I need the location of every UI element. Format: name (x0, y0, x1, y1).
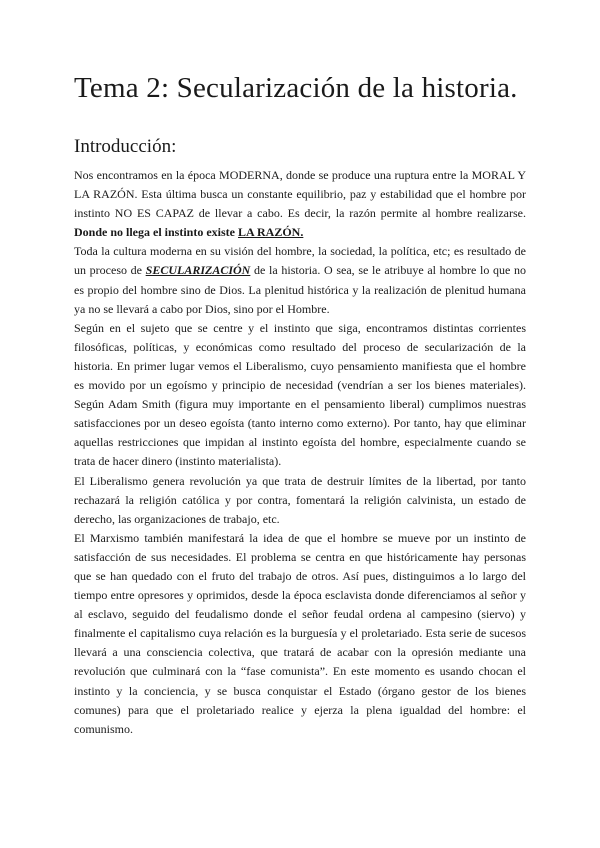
paragraph-1-bold: Donde no llega el instinto existe (74, 225, 238, 240)
paragraph-2 (74, 242, 526, 318)
paragraph-2-after: de la historia. O sea, se le atribuye al hombre lo que no es propio del hombre sino de Dios. La plenitud histórica y la realización de plenitud humana ya no se llevará a cabo por Dios, sino por el Hombre. (74, 263, 526, 316)
paragraph-1-text: Nos encontramos en la época MODERNA, donde se produce una ruptura entre la MORAL Y LA RAZÓN. Esta última busca un constante equilibrio, paz y estabilidad que el hombre por instinto NO ES CAPAZ de llevar a cabo. Es decir, la razón permite al hombre realizarse. (74, 168, 526, 221)
paragraph-2-emphasis: SECULARIZACIÓN (145, 263, 251, 278)
page-title: Tema 2: Secularización de la historia. (74, 72, 518, 104)
document-body (74, 166, 526, 739)
paragraph-5: El Marxismo también manifestará la idea de que el hombre se mueve por un instinto de satisfacción de sus necesidades. El problema se centra en que históricamente hay personas que se han quedado con el fruto del trabajo de otros. Así pues, distinguimos a lo largo del tiempo entre opresores y oprimidos, desde la época esclavista donde diferenciamos al señor y al esclavo, seguido del feudalismo donde el señor feudal ordena al campesino (siervo) y finalmente el capitalismo cuya relación es la burguesía y el proletariado. Esta serie de sucesos llevará a una consciencia colectiva, que tratará de acabar con la opresión mediante una revolución que culminará con la “fase comunista”. En este momento es usando chocan el instinto y la conciencia, y se busca conquistar el Estado (órgano gestor de los bienes comunes) para que el proletariado realice y ejerza la plena igualdad del hombre: el comunismo. (74, 530, 526, 736)
paragraph-2-before: Toda la cultura moderna en su visión del hombre, la sociedad, la política, etc; es resultado de un proceso de (74, 244, 526, 278)
section-heading: Introducción: (74, 136, 177, 157)
paragraph-3: Según en el sujeto que se centre y el instinto que siga, encontramos distintas corrientes filosóficas, políticas, y económicas como resultado del proceso de secularización de la historia. En primer lugar vemos el Liberalismo, cuyo pensamiento manifiesta que el hombre es movido por un egoísmo y principio de necesidad (vendrían a ser los bienes materiales). Según Adam Smith (figura muy importante en el pensamiento liberal) cumplimos nuestras satisfacciones por un deseo egoísta (tanto interno como externo). Por tanto, hay que eliminar aquellas restricciones que impidan al instinto egoísta del hombre, especialmente cuando se trata de hacer dinero (instinto materialista). (74, 320, 526, 469)
paragraph-1 (74, 166, 526, 242)
paragraph-1-bold-underlined: LA RAZÓN. (238, 225, 304, 240)
paragraph-4: El Liberalismo genera revolución ya que trata de destruir límites de la libertad, por tanto rechazará la religión católica y por contra, fomentará la religión calvinista, un estado de derecho, las organizaciones de trabajo, etc. (74, 473, 526, 526)
